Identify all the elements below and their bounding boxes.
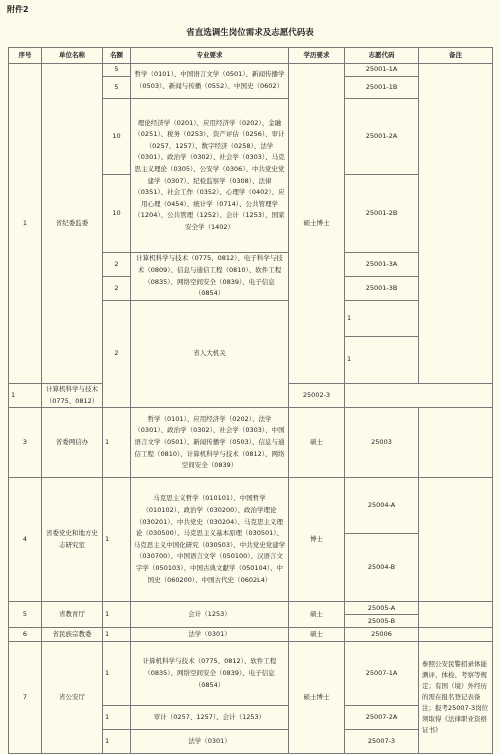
- row-major: 法学（0301）: [131, 628, 289, 642]
- row-unit: 省教育厅: [42, 602, 103, 628]
- row-quota: 10: [103, 99, 131, 175]
- row-unit: 省民族宗教委: [42, 628, 103, 642]
- row-quota: 1: [103, 478, 131, 602]
- row-quota: 1: [103, 730, 131, 754]
- row-code: 25001-2A: [345, 99, 419, 175]
- row-quota: 1: [103, 706, 131, 730]
- table-row: [9, 628, 493, 642]
- header-unit: 单位名称: [42, 48, 103, 64]
- row-major: 法学（0301）: [131, 730, 289, 754]
- header-quota: 名额: [103, 48, 131, 64]
- row-unit: 省公安厅: [42, 642, 103, 754]
- row-code: 25001-1B: [345, 77, 419, 99]
- row-quota: 1: [9, 384, 42, 408]
- header-note: 备注: [419, 48, 493, 64]
- row-code: 25005-B: [345, 615, 419, 628]
- row-quota: 2: [103, 253, 131, 277]
- row-education: 硕士博士: [289, 642, 345, 754]
- row-education: 硕士: [289, 602, 345, 628]
- row-unit: 省委党史和地方史志研究室: [42, 478, 103, 602]
- table-header-row: [9, 48, 493, 64]
- row-quota: 1: [345, 301, 419, 337]
- row-code: 25007-1A: [345, 642, 419, 706]
- row-note: [419, 628, 493, 642]
- row-seq: 6: [9, 628, 42, 642]
- row-major: 哲学（0101）、应用经济学（0202）、法学（0301）、政治学（0302）、社会学（0303）、中国语言文学（0501）、新闻传播学（0503）、信息与通信工程（0810）、计算机科学与技术（0812）、网络空间安全（0839）: [131, 408, 289, 478]
- row-quota: 2: [103, 277, 131, 301]
- row-seq: 1: [9, 64, 42, 384]
- row-education: 博士: [289, 478, 345, 602]
- row-code: 25006: [345, 628, 419, 642]
- row-seq: 3: [9, 408, 42, 478]
- row-code: 25007-2A: [345, 706, 419, 730]
- row-major: 哲学（0101）、中国语言文学（0501）、新闻传播学（0503）、新闻与传播（0552）、中国史（0602）: [131, 64, 289, 99]
- row-note: [419, 64, 493, 384]
- row-seq: 5: [9, 602, 42, 628]
- row-quota: 5: [103, 77, 131, 99]
- table-row: [9, 602, 493, 615]
- header-code: 志愿代码: [345, 48, 419, 64]
- table-row: [9, 478, 493, 534]
- row-major: 审计（0257、1257）、会计（1253）: [131, 706, 289, 730]
- row-note: [419, 408, 493, 478]
- row-major: 会计（1253）: [131, 602, 289, 628]
- row-seq: 4: [9, 478, 42, 602]
- row-quota: 1: [103, 602, 131, 628]
- row-major: 计算机科学与技术（0775、0812）: [42, 384, 103, 408]
- attachment-label: 附件2: [7, 5, 29, 14]
- row-code: 25005-A: [345, 602, 419, 615]
- row-code: 25001-2B: [345, 175, 419, 253]
- header-education: 学历要求: [289, 48, 345, 64]
- row-quota: 1: [103, 642, 131, 706]
- document-title: 省直选调生岗位需求及志愿代码表: [186, 28, 314, 38]
- row-note: [419, 478, 493, 602]
- header-seq: 序号: [9, 48, 42, 64]
- row-seq: 7: [9, 642, 42, 754]
- row-quota: 5: [103, 64, 131, 77]
- row-unit: 省人大机关: [131, 301, 289, 408]
- row-quota: 1: [345, 336, 419, 383]
- row-quota: 10: [103, 175, 131, 253]
- row-quota: 1: [103, 628, 131, 642]
- row-note: [419, 602, 493, 628]
- row-code: 25007-3: [345, 730, 419, 754]
- row-code: 25004-A: [345, 478, 419, 534]
- row-code: 25001-3A: [345, 253, 419, 277]
- positions-table: [8, 47, 493, 754]
- row-code: 25003: [345, 408, 419, 478]
- table-row: [9, 642, 493, 706]
- row-major: 计算机科学与技术（0775、0812）、软件工程（0835）、网络空间安全（0839）、电子信息（0854）: [131, 642, 289, 706]
- table-row: [9, 64, 493, 77]
- row-unit: 省纪委监委: [42, 64, 103, 384]
- row-code: 25001-1A: [345, 64, 419, 77]
- row-code: 25004-B: [345, 534, 419, 602]
- row-code: 25002-3: [289, 384, 345, 408]
- row-major: 理论经济学（0201）、应用经济学（0202）、金融（0251）、税务（0253）、资产评估（0256）、审计（0257、1257）、数字经济（0258）、法学（0301）、政治学（0302）、社会学（0303）、马克思主义理论（0305）、公安学（0306）、中共党史党建学（0307）、纪检监察学（0308）、法律（0351）、社会工作（0352）、心理学（0402）、应用心理（0454）、统计学（0714）、公共管理学（1204）、公共管理（1252）、会计（1253）、国家安全学（1402）: [131, 99, 289, 253]
- row-seq: 2: [103, 301, 131, 408]
- row-quota: 1: [103, 408, 131, 478]
- row-major: 计算机科学与技术（0775、0812）、电子科学与技术（0809）、信息与通信工程（0810）、软件工程（0835）、网络空间安全（0839）、电子信息（0854）: [131, 253, 289, 301]
- table-row: [9, 408, 493, 478]
- row-unit: 省委网信办: [42, 408, 103, 478]
- row-major: 马克思主义哲学（010101）、中国哲学（010102）、政治学（030200）、政治学理论（030201）、中共党史（030204）、马克思主义理论（030500）、马克思主义基本原理（030501）、马克思主义中国化研究（030503）、中共党史党建学（030700）、中国语言文学（050100）、汉语言文字学（050103）、中国古典文献学（050104）、中国史（060200）、中国古代史（0602L4）: [131, 478, 289, 602]
- row-note: 参照公安民警招录体能测评、体检、考察等规定；有国（境）外经历的需在报名登记表备注；报考25007-3岗位须取得《法律职业资格证书》: [419, 642, 493, 754]
- header-major: 专业要求: [131, 48, 289, 64]
- row-education: 硕士: [289, 408, 345, 478]
- row-education: 硕士: [289, 628, 345, 642]
- row-code: 25001-3B: [345, 277, 419, 301]
- row-education: 硕士博士: [289, 64, 345, 384]
